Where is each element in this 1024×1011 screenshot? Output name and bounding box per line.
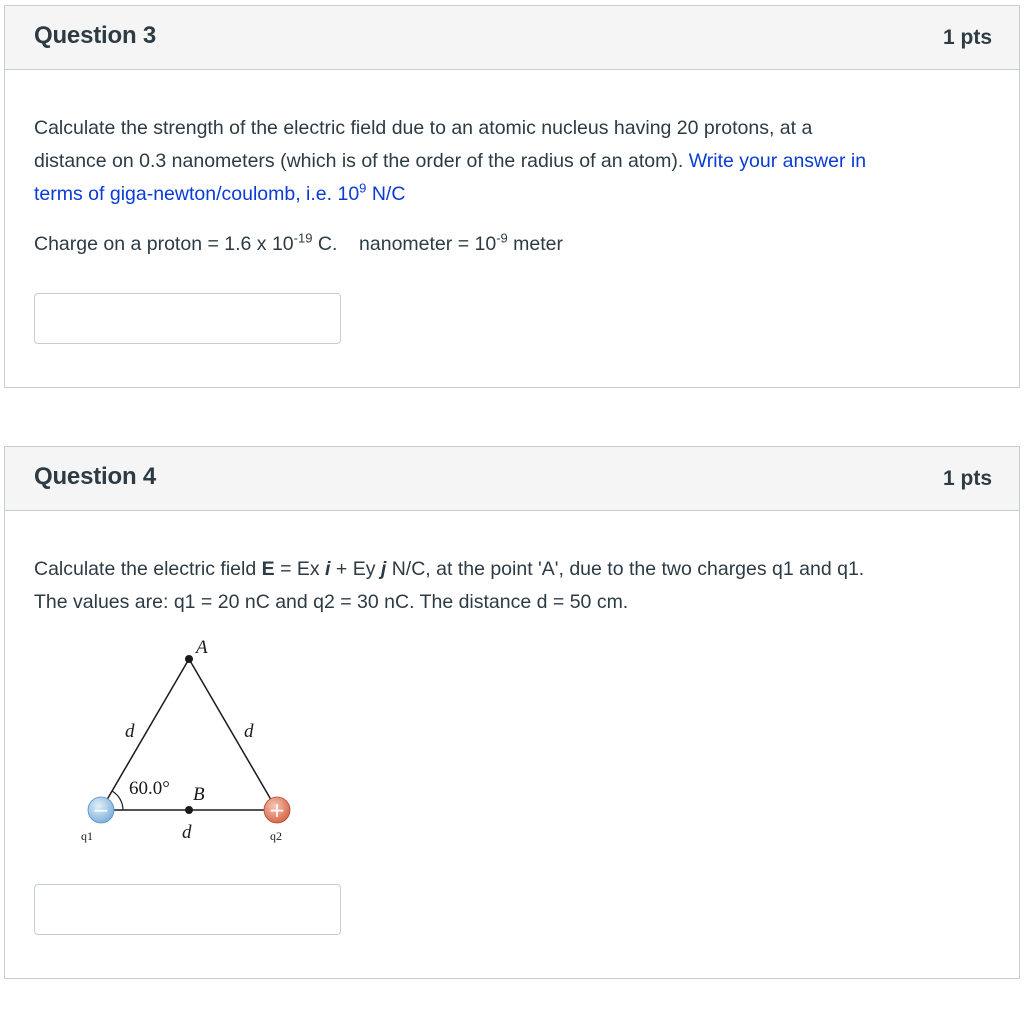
angle-label: 60.0° bbox=[129, 778, 170, 799]
proton-charge-suffix: C. bbox=[317, 233, 338, 255]
question-3-constants bbox=[34, 228, 979, 261]
question-3-text bbox=[34, 112, 979, 211]
question-4-answer-input[interactable] bbox=[34, 884, 341, 935]
q4-text-a: Calculate the electric field bbox=[34, 558, 257, 580]
q4-text-d: N/C, at the point 'A', due to the two charges q1 and q1. bbox=[391, 558, 865, 580]
question-4-line-1 bbox=[34, 553, 979, 586]
question-3-points: 1 pts bbox=[942, 26, 992, 49]
q4-text-b: = Ex bbox=[280, 558, 320, 580]
question-3-line-3-suffix: N/C bbox=[371, 183, 406, 205]
negative-sign-icon: − bbox=[92, 798, 110, 822]
charge-q2-label: q2 bbox=[270, 829, 282, 843]
question-4-card bbox=[4, 446, 1020, 979]
charge-q1-label: q1 bbox=[81, 829, 93, 843]
question-3-line-3 bbox=[34, 178, 979, 211]
question-4-line-2: The values are: q1 = 20 nC and q2 = 30 nC. The distance d = 50 cm. bbox=[34, 591, 629, 613]
question-3-line-3-prefix: terms of giga-newton/coulomb, i.e. 10 bbox=[34, 183, 360, 205]
point-a-label: A bbox=[196, 637, 208, 658]
point-b-label: B bbox=[193, 784, 205, 805]
question-3-answer-input[interactable] bbox=[34, 293, 341, 344]
question-3-line-2 bbox=[34, 145, 979, 178]
question-4-title: Question 4 bbox=[34, 463, 157, 490]
question-3-line-1: Calculate the strength of the electric field due to an atomic nucleus having 20 protons, at a bbox=[34, 117, 813, 139]
question-3-header bbox=[5, 6, 1019, 70]
q4-text-c: + Ey bbox=[335, 558, 376, 580]
question-3-title: Question 3 bbox=[34, 22, 157, 49]
positive-sign-icon: + bbox=[268, 798, 286, 822]
side-right-label: d bbox=[244, 721, 254, 742]
proton-charge-exp: -19 bbox=[293, 230, 313, 246]
proton-charge-prefix: Charge on a proton = 1.6 x 10 bbox=[34, 233, 294, 255]
side-left-label: d bbox=[125, 721, 135, 742]
question-4-points: 1 pts bbox=[942, 467, 992, 490]
nanometer-prefix: nanometer = 10 bbox=[359, 233, 497, 255]
nanometer-exp: -9 bbox=[496, 230, 508, 246]
q4-text-e: E bbox=[261, 558, 275, 580]
question-4-header bbox=[5, 447, 1019, 511]
point-a-dot bbox=[185, 655, 193, 663]
nanometer-suffix: meter bbox=[513, 233, 564, 255]
point-b-dot bbox=[185, 806, 193, 814]
q4-text-i: i bbox=[325, 558, 331, 580]
question-4-text bbox=[34, 553, 979, 619]
question-3-line-3-exp: 9 bbox=[359, 180, 367, 196]
question-3-line-2-blue: Write your answer in bbox=[688, 150, 867, 172]
triangle-charges-diagram bbox=[63, 637, 313, 847]
question-3-line-2-plain: distance on 0.3 nanometers (which is of the order of the radius of an atom). bbox=[34, 150, 684, 172]
q4-text-j: j bbox=[380, 558, 387, 580]
question-3-card bbox=[4, 5, 1020, 388]
side-bottom-label: d bbox=[182, 822, 192, 843]
